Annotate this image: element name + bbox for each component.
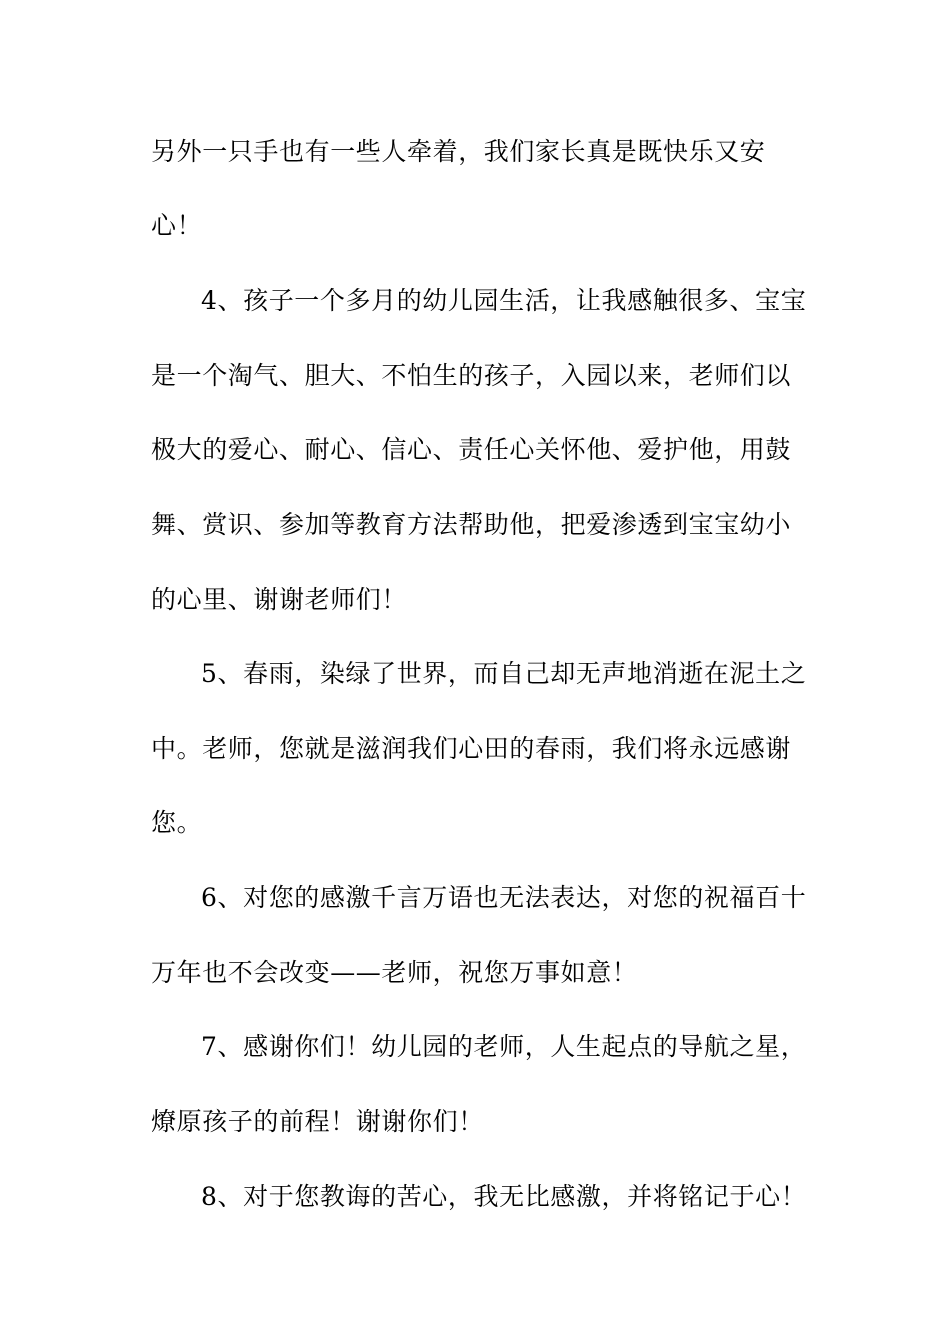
text-line: 万年也不会改变——老师，祝您万事如意！ (151, 958, 638, 987)
text-line: 极大的爱心、耐心、信心、责任心关怀他、爱护他，用鼓 (151, 435, 792, 464)
paragraph-5-start: 5、春雨，染绿了世界，而自己却无声地消逝在泥土之 (201, 659, 807, 688)
text-line: 您。 (151, 808, 203, 837)
text-line: 另外一只手也有一些人牵着，我们家长真是既快乐又安 (151, 137, 766, 166)
paragraph-4-start: 4、孩子一个多月的幼儿园生活，让我感触很多、宝宝 (201, 286, 807, 315)
text-line: 舞、赏识、参加等教育方法帮助他，把爱渗透到宝宝幼小 (151, 510, 792, 539)
text-line: 是一个淘气、胆大、不怕生的孩子，入园以来，老师们以 (151, 361, 792, 390)
paragraph-7-start: 7、感谢你们！幼儿园的老师，人生起点的导航之星， (201, 1032, 807, 1061)
text-line: 中。老师，您就是滋润我们心田的春雨，我们将永远感谢 (151, 734, 792, 763)
text-line: 燎原孩子的前程！谢谢你们！ (151, 1107, 484, 1136)
paragraph-8-start: 8、对于您教诲的苦心，我无比感激，并将铭记于心！ (201, 1182, 807, 1211)
paragraph-6-start: 6、对您的感激千言万语也无法表达，对您的祝福百十 (201, 883, 807, 912)
text-line: 的心里、谢谢老师们！ (151, 585, 408, 614)
text-line: 心！ (151, 211, 203, 240)
